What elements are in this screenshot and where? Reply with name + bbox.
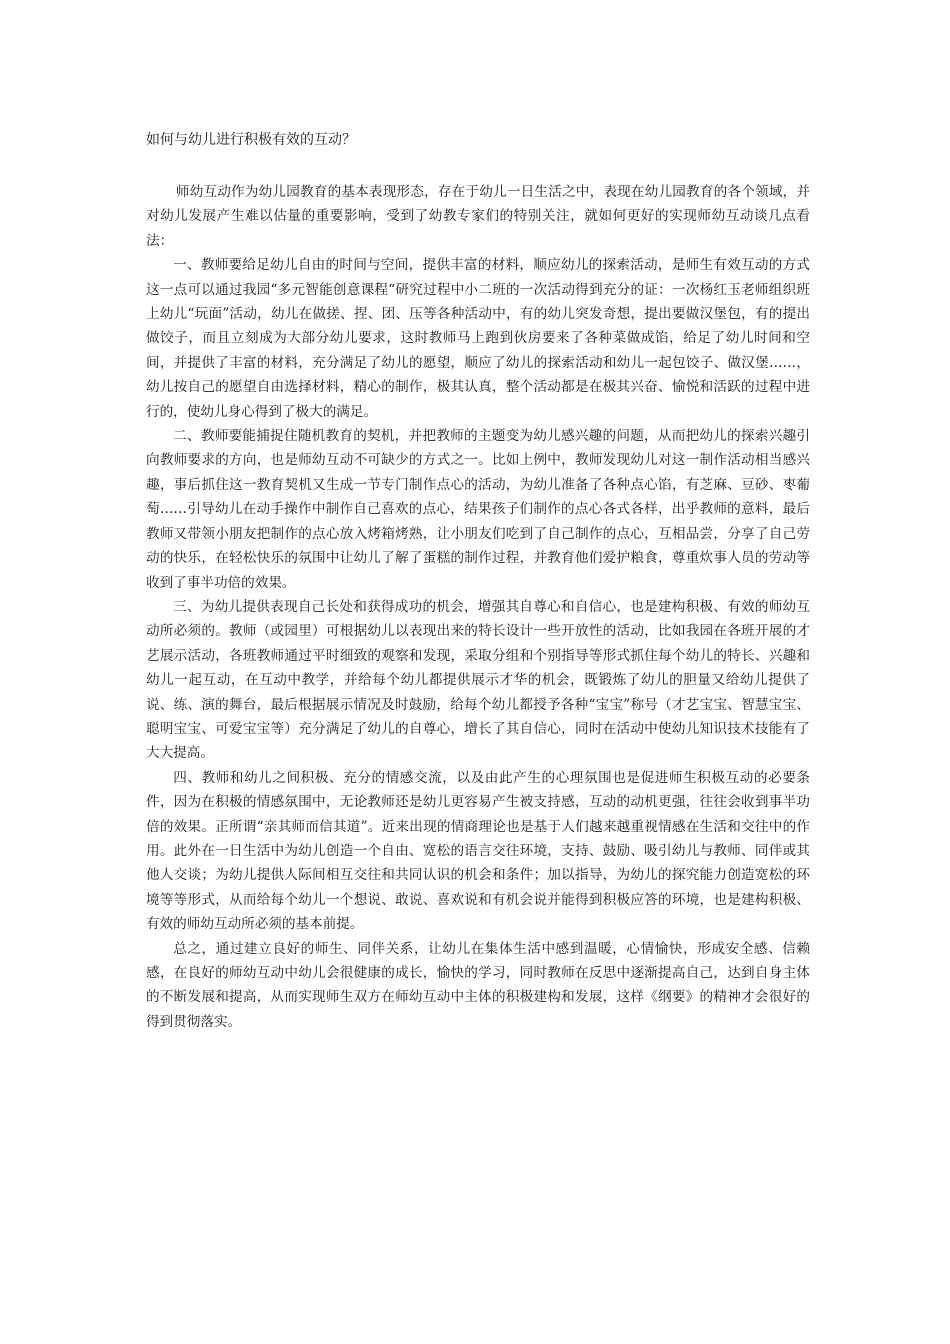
document-body [146,180,810,1034]
paragraph-point-3: 三、为幼儿提供表现自己长处和获得成功的机会，增强其自尊心和自信心，也是建构积极、有效的师幼互动所必须的。教师（或园里）可根据幼儿以表现出来的特长设计一些开放性的活动，比如我园在各班开展的才艺展示活动，各班教师通过平时细致的观察和发现，采取分组和个别指导等形式抓住每个幼儿的特长、兴趣和幼儿一起互动，在互动中教学，并给每个幼儿都提供展示才华的机会，既锻炼了幼儿的胆量又给幼儿提供了说、练、演的舞台，最后根据展示情况及时鼓励，给每个幼儿都授予各种“宝宝”称号（才艺宝宝、智慧宝宝、聪明宝宝、可爱宝宝等）充分满足了幼儿的自尊心，增长了其自信心，同时在活动中使幼儿知识技术技能有了大大提高。 [146,598,810,762]
paragraph-conclusion: 总之，通过建立良好的师生、同伴关系，让幼儿在集体生活中感到温暖，心情愉快，形成安全感、信赖感，在良好的师幼互动中幼儿会很健康的成长，愉快的学习，同时教师在反思中逐渐提高自己，达到自身主体的不断发展和提高，从而实现师生双方在师幼互动中主体的积极建构和发展，这样《纲要》的精神才会很好的得到贯彻落实。 [146,940,810,1030]
paragraph-point-4: 四、教师和幼儿之间积极、充分的情感交流，以及由此产生的心理氛围也是促进师生积极互动的必要条件，因为在积极的情感氛围中，无论教师还是幼儿更容易产生被支持感，互动的动机更强，往往会收到事半功倍的效果。正所谓“亲其师而信其道”。近来出现的情商理论也是基于人们越来越重视情感在生活和交往中的作用。此外在一日生活中为幼儿创造一个自由、宽松的语言交往环境，支持、鼓励、吸引幼儿与教师、同伴或其他人交谈；为幼儿提供人际间相互交往和共同认识的机会和条件；加以指导，为幼儿的探究能力创造宽松的环境等等形式，从而给每个幼儿一个想说、敢说、喜欢说和有机会说并能得到积极应答的环境，也是建构积极、有效的师幼互动所必须的基本前提。 [146,769,810,933]
paragraph-point-1: 一、教师要给足幼儿自由的时间与空间，提供丰富的材料，顺应幼儿的探索活动，是师生有效互动的方式这一点可以通过我园“多元智能创意课程“研究过程中小二班的一次活动得到充分的证：一次杨红玉老师组织班上幼儿“玩面”活动，幼儿在做搓、捏、团、压等各种活动中，有的幼儿突发奇想，提出要做汉堡包，有的提出做饺子，而且立刻成为大部分幼儿要求，这时教师马上跑到伙房要来了各种菜做成馅，给足了幼儿时间和空间，并提供了丰富的材料，充分满足了幼儿的愿望，顺应了幼儿的探索活动和幼儿一起包饺子、做汉堡……，幼儿按自己的愿望自由选择材料，精心的制作，极其认真，整个活动都是在极其兴奋、愉悦和活跃的过程中进行的，使幼儿身心得到了极大的满足。 [146,257,810,420]
paragraph-point-2: 二、教师要能捕捉住随机教育的契机，并把教师的主题变为幼儿感兴趣的问题，从而把幼儿的探索兴趣引向教师要求的方向，也是师幼互动不可缺少的方式之一。比如上例中，教师发现幼儿对这一制作活动相当感兴趣，事后抓住这一教育契机又生成一节专门制作点心的活动，为幼儿准备了各种点心馅，有芝麻、豆砂、枣葡萄……引导幼儿在动手操作中制作自己喜欢的点心，结果孩子们制作的点心各式各样，出乎教师的意料，最后教师又带领小朋友把制作的点心放入烤箱烤熟，让小朋友们吃到了自己制作的点心，互相品尝，分享了自己劳动的快乐，在轻松快乐的氛围中让幼儿了解了蛋糕的制作过程，并教育他们爱护粮食，尊重炊事人员的劳动等收到了事半功倍的效果。 [146,428,810,591]
document-title: 如何与幼儿进行积极有效的互动？ [146,132,356,148]
paragraph-intro: 师幼互动作为幼儿园教育的基本表现形态，存在于幼儿一日生活之中，表现在幼儿园教育的各个领域，并对幼儿发展产生难以估量的重要影响，受到了幼教专家们的特别关注，就如何更好的实现师幼互动谈几点看法： [146,184,810,249]
